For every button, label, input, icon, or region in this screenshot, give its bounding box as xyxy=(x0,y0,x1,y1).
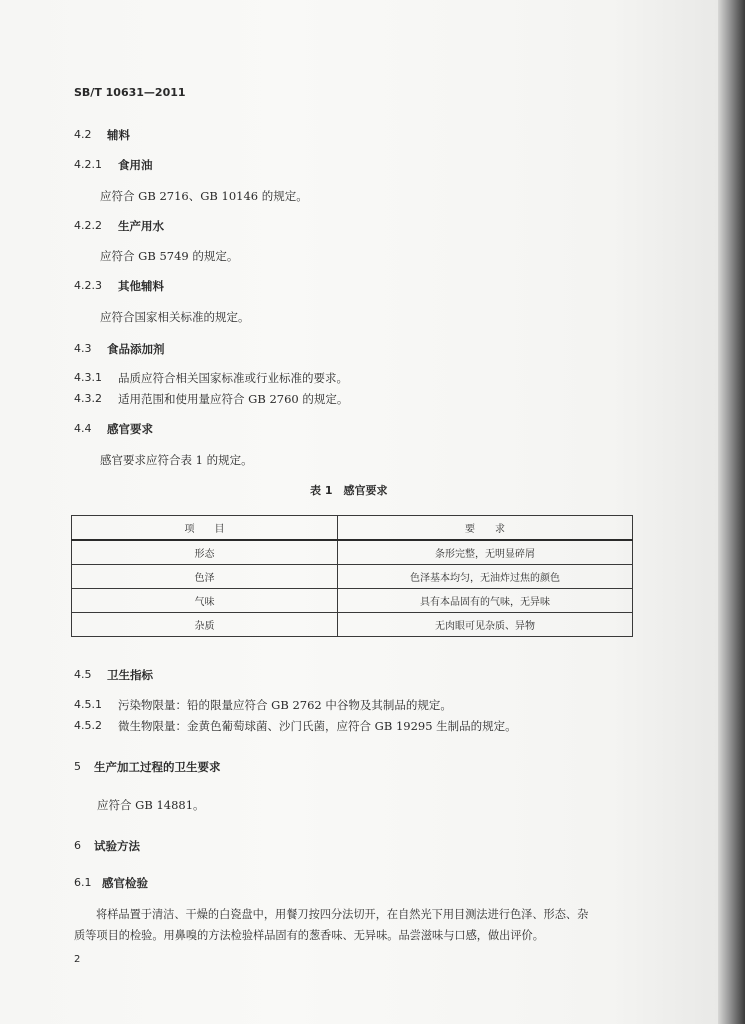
table-cell-item: 色泽 xyxy=(72,565,338,589)
section-4-3-2-text: 适用范围和使用量应符合 GB 2760 的规定。 xyxy=(118,392,349,406)
section-4-2-3-number: 4.2.3 xyxy=(74,279,102,292)
table-cell-requirement: 条形完整，无明显碎屑 xyxy=(338,540,633,565)
table-1-caption: 表 1 感官要求 xyxy=(310,484,388,497)
section-4-3-number: 4.3 xyxy=(74,342,92,355)
section-6-1-number: 6.1 xyxy=(74,876,92,889)
section-4-5-1-number: 4.5.1 xyxy=(74,698,102,711)
table-row xyxy=(72,589,633,613)
section-5-number: 5 xyxy=(74,760,81,773)
table-header-row xyxy=(72,516,633,541)
section-4-4-text: 感官要求应符合表 1 的规定。 xyxy=(100,453,253,467)
page-number: 2 xyxy=(74,954,81,965)
section-4-2-1-title: 食用油 xyxy=(118,158,153,172)
section-4-2-number: 4.2 xyxy=(74,128,92,141)
section-6-number: 6 xyxy=(74,839,81,852)
section-4-4-title: 感官要求 xyxy=(107,422,153,436)
section-4-2-title: 辅料 xyxy=(107,128,130,142)
section-4-3-1-text: 品质应符合相关国家标准或行业标准的要求。 xyxy=(118,371,348,385)
page-edge-shadow xyxy=(718,0,745,1024)
section-4-3-2-number: 4.3.2 xyxy=(74,392,102,405)
section-6-1-text-line-2: 质等项目的检验。用鼻嗅的方法检验样品固有的葱香味、无异味。品尝滋味与口感，做出评价。 xyxy=(74,929,544,942)
section-5-text: 应符合 GB 14881。 xyxy=(97,798,205,812)
section-6-1-title: 感官检验 xyxy=(102,876,148,890)
table-row xyxy=(72,540,633,565)
section-4-5-2-number: 4.5.2 xyxy=(74,719,102,732)
section-4-5-number: 4.5 xyxy=(74,668,92,681)
table-row xyxy=(72,613,633,637)
section-4-3-1-number: 4.3.1 xyxy=(74,371,102,384)
table-header-requirement: 要 求 xyxy=(338,516,633,541)
table-cell-item: 形态 xyxy=(72,540,338,565)
table-cell-requirement: 具有本品固有的气味，无异味 xyxy=(338,589,633,613)
table-cell-item: 气味 xyxy=(72,589,338,613)
table-cell-item: 杂质 xyxy=(72,613,338,637)
document-id: SB/T 10631—2011 xyxy=(74,86,186,99)
sensory-requirements-table xyxy=(71,515,633,637)
section-4-2-1-number: 4.2.1 xyxy=(74,158,102,171)
section-6-1-text-line-1: 将样品置于清洁、干燥的白瓷盘中，用餐刀按四分法切开，在自然光下用目测法进行色泽、形态、杂 xyxy=(96,908,589,921)
table-cell-requirement: 色泽基本均匀，无油炸过焦的颜色 xyxy=(338,565,633,589)
table-row xyxy=(72,565,633,589)
section-4-2-2-number: 4.2.2 xyxy=(74,219,102,232)
section-4-2-2-title: 生产用水 xyxy=(118,219,164,233)
section-4-5-title: 卫生指标 xyxy=(107,668,153,682)
section-4-2-3-title: 其他辅料 xyxy=(118,279,164,293)
section-4-4-number: 4.4 xyxy=(74,422,92,435)
table-header-item: 项 目 xyxy=(72,516,338,541)
section-4-5-1-text: 污染物限量：铅的限量应符合 GB 2762 中谷物及其制品的规定。 xyxy=(118,698,452,712)
section-4-5-2-text: 微生物限量：金黄色葡萄球菌、沙门氏菌，应符合 GB 19295 生制品的规定。 xyxy=(118,719,517,733)
section-4-2-2-text: 应符合 GB 5749 的规定。 xyxy=(100,249,239,263)
section-4-2-3-text: 应符合国家相关标准的规定。 xyxy=(100,310,250,324)
section-6-title: 试验方法 xyxy=(94,839,140,853)
section-5-title: 生产加工过程的卫生要求 xyxy=(94,760,221,774)
table-cell-requirement: 无肉眼可见杂质、异物 xyxy=(338,613,633,637)
section-4-2-1-text: 应符合 GB 2716、GB 10146 的规定。 xyxy=(100,189,308,203)
section-4-3-title: 食品添加剂 xyxy=(107,342,165,356)
